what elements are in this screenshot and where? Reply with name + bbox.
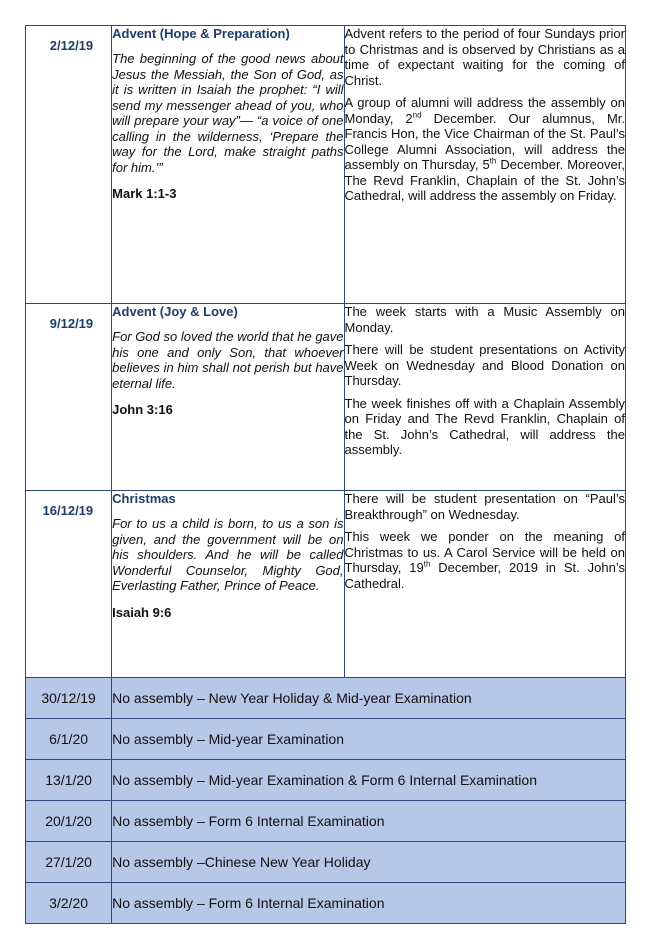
- ordinal-suffix: nd: [412, 110, 422, 120]
- no-assembly-date: 20/1/20: [26, 801, 112, 842]
- week-date: 2/12/19: [49, 38, 94, 53]
- scripture-verse: The beginning of the good news about Jesus the Messiah, the Son of God, as it is written in Isaiah the prophet: “I will send my messenger ahead of you, who will prepare your way”— “a voice of one calling in the wilderness, ‘Prepare the way for the Lord, make straight paths for him.’”: [112, 51, 344, 175]
- week-date-cell: [26, 304, 112, 491]
- note-paragraph: There will be student presentation on “Paul’s Breakthrough” on Wednesday.: [344, 491, 625, 522]
- notes-cell: [344, 491, 625, 678]
- scripture-verse: For God so loved the world that he gave his one and only Son, that whoever believes in him shall not perish but have eternal life.: [112, 329, 344, 391]
- no-assembly-text: No assembly – New Year Holiday & Mid-year Examination: [112, 678, 626, 719]
- no-assembly-row: [26, 760, 626, 801]
- note-text: December, 2019 in St. John’s Cathedral.: [344, 560, 625, 591]
- week-row: [26, 304, 626, 491]
- no-assembly-text: No assembly – Mid-year Examination & Form 6 Internal Examination: [112, 760, 626, 801]
- week-date: 9/12/19: [49, 316, 94, 331]
- scripture-verse: For to us a child is born, to us a son is given, and the government will be on his shoulders. And he will be called Wonderful Counselor, Mighty God, Everlasting Father, Prince of Peace.: [112, 516, 344, 593]
- scripture-reference: Mark 1:1-3: [112, 186, 177, 201]
- week-row: [26, 491, 626, 678]
- note-text: This week we ponder on the meaning of Christmas to us. A Carol Service will be held on Thursday, 19: [344, 529, 625, 575]
- no-assembly-date: 3/2/20: [26, 883, 112, 924]
- no-assembly-row: [26, 801, 626, 842]
- no-assembly-text: No assembly –Chinese New Year Holiday: [112, 842, 626, 883]
- no-assembly-row: [26, 719, 626, 760]
- no-assembly-row: [26, 842, 626, 883]
- scripture-reference: Isaiah 9:6: [112, 604, 172, 620]
- week-date: 16/12/19: [42, 503, 94, 518]
- notes-cell: [344, 304, 625, 491]
- week-date-cell: [26, 491, 112, 678]
- no-assembly-date: 27/1/20: [26, 842, 112, 883]
- ordinal-suffix: th: [423, 559, 431, 569]
- note-paragraph: The week finishes off with a Chaplain Assembly on Friday and The Revd Franklin, Chaplain of the St. John’s Cathedral, will address the assembly.: [344, 395, 625, 457]
- note-text: December. Moreover, The Revd Franklin, Chaplain of the St. John’s Cathedral, will address the assembly on Friday.: [344, 157, 625, 203]
- no-assembly-date: 30/12/19: [26, 678, 112, 719]
- note-text: December. Our alumnus, Mr. Francis Hon, the Vice Chairman of the St. Paul’s College Alumni Association, will address the assembly on Thursday, 5: [344, 110, 625, 172]
- note-text: A group of alumni will address the assembly on Monday, 2: [344, 95, 625, 126]
- week-theme: Christmas: [112, 491, 176, 506]
- assembly-schedule-table: [25, 25, 626, 924]
- week-date-cell: [26, 26, 112, 304]
- no-assembly-text: No assembly – Form 6 Internal Examination: [112, 801, 626, 842]
- note-paragraph: Advent refers to the period of four Sundays prior to Christmas and is observed by Christians as a time of expectant waiting for the coming of Christ.: [344, 26, 625, 88]
- reading-cell: [112, 304, 344, 491]
- reading-cell: [112, 26, 344, 304]
- no-assembly-date: 13/1/20: [26, 760, 112, 801]
- note-paragraph: There will be student presentations on Activity Week on Wednesday and Blood Donation on Thursday.: [344, 342, 625, 388]
- no-assembly-row: [26, 883, 626, 924]
- scripture-reference: John 3:16: [112, 402, 173, 417]
- note-paragraph: [345, 529, 625, 591]
- note-paragraph: The week starts with a Music Assembly on Monday.: [344, 304, 625, 335]
- week-row: [26, 26, 626, 304]
- week-theme: Advent (Hope & Preparation): [112, 26, 290, 41]
- no-assembly-text: No assembly – Mid-year Examination: [112, 719, 626, 760]
- reading-cell: [112, 491, 344, 678]
- ordinal-suffix: th: [489, 156, 497, 166]
- no-assembly-date: 6/1/20: [26, 719, 112, 760]
- no-assembly-text: No assembly – Form 6 Internal Examination: [112, 883, 626, 924]
- note-paragraph: [345, 95, 625, 204]
- notes-cell: [344, 26, 625, 304]
- week-theme: Advent (Joy & Love): [112, 304, 238, 319]
- no-assembly-row: [26, 678, 626, 719]
